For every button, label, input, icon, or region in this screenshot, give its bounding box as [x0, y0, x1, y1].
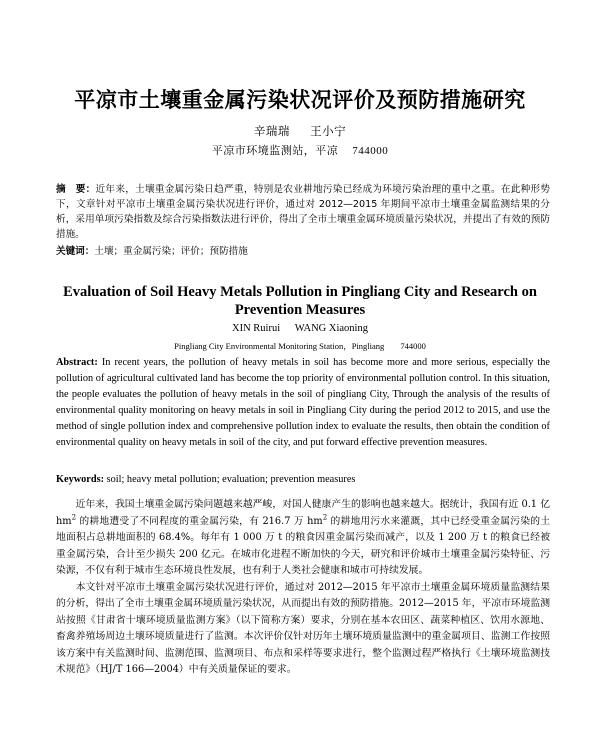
body-paragraph-2: 本文针对平凉市土壤重金属污染状况进行评价，通过对 2012—2015 年平凉市土壤重金属环境质量监测结果的分析，得出了全市土壤重金属环境质量污染状况，从而提出有效的预防措施。2012—2015 年，平凉市环境监测站按照《甘肃省十壤环境质量监测方案》（以下简称方案）要求，分别在基本农田区、蔬菜种植区、饮用水源地、畜禽养殖场周边土壤环境质量进行了监测。本次评价仅针对历年土壤环境质量监测中的重金属项目、监测工作按照该方案中有关监测时间、监测范围、监测项目、布点和采样等要求进行，整个监测过程严格执行《土壤环境监测技术规范》（HJ/T 166—2004）中有关质量保证的要求。 — [56, 581, 550, 675]
chinese-affiliation — [0, 142, 600, 158]
body-p1-part-b: 的耕地遭受了不同程度的重金属污染，有 216.7 万 hm — [76, 515, 323, 527]
abstract-cn-text: 近年来，土壤重金属污染日趋严重，特别是农业耕地污染已经成为环境污染治理的重中之重。在此种形势下，文章针对平凉市土壤重金属污染状况进行评价，通过对 2012—2015 年期间平凉市土壤重金属监测结果的分析，采用单项污染指数及综合污染指数法进行评价，得出了全市土壤重金属环境质量污染状况，并提出了有效的预防措施。 — [56, 184, 551, 240]
chinese-abstract — [56, 182, 550, 242]
author-en-2: WANG Xiaoning — [294, 323, 368, 334]
abstract-en-text: In recent years, the pollution of heavy metals in soil has become more and more serious, especially the pollution of agricultural cultivated land has become the top priority of environmental pollution control. In this situation, the people evaluates the pollution of heavy metals in the soil of pingliang City, Through the analysis of the results of environmental quality monitoring on heavy metals in soil in Pingliang City during the period 2012 to 2015, and use the method of single pollution index and comprehensive pollution index to evaluate the results, then obtain the condition of environmental quality on heavy metals in soil of the city, and put forward effective prevention measures. — [56, 357, 550, 448]
author-cn-2: 王小宁 — [310, 124, 347, 138]
affiliation-en-text: Pingliang City Environmental Monitoring Station，Pingliang — [174, 341, 385, 351]
keywords-en-label: Keywords: — [56, 474, 105, 485]
affiliation-cn-text: 平凉市环境监测站，平凉 — [211, 144, 339, 157]
keywords-cn-label: 关键词： — [56, 246, 95, 257]
body-paragraph-1 — [56, 497, 550, 580]
body-p1-part-c: 的耕地用污水来灌溉，其中已经受重金属污染的土地面积占总耕地面积的 68.4%。每年有 1 000 万 t 的粮食因重金属污染而减产，以及 1 200 万 t 的粮食已经被重金属污染，合计至少损失 200 亿元。在城市化进程不断加快的今天，研究和评价城市土壤重金属污染特征、污染源，不仅有利于城市生态环境良性发展，也有利于人类社会健康和城市可持续发展。 — [56, 515, 550, 576]
body-p1-part-a: 近年来，我国土壤重金属污染问题越来越严峻，对国人健康产生的影响也越来越大。据统计，我国有近 0.1 亿 hm — [56, 499, 550, 527]
chinese-authors — [0, 123, 600, 139]
english-title: Evaluation of Soil Heavy Metals Pollution in Pingliang City and Research on Prevention Measures — [63, 284, 537, 318]
english-abstract — [56, 355, 550, 451]
chinese-title: 平凉市土壤重金属污染状况评价及预防措施研究 — [74, 87, 526, 112]
affiliation-cn-zip: 744000 — [352, 145, 389, 157]
english-authors — [0, 323, 600, 334]
english-keywords — [56, 474, 550, 485]
affiliation-en-zip: 744000 — [400, 341, 426, 351]
superscript-2: 2 — [71, 513, 77, 522]
keywords-cn-text: 土壤；重金属污染；评价；预防措施 — [94, 246, 248, 257]
abstract-en-label: Abstract: — [56, 357, 98, 368]
keywords-en-text: soil; heavy metal pollution; evaluation; prevention measures — [106, 474, 356, 485]
body-text — [56, 497, 550, 679]
english-affiliation — [0, 340, 600, 352]
author-en-1: XIN Ruirui — [232, 323, 281, 334]
chinese-keywords — [56, 243, 550, 257]
abstract-cn-label: 摘 要： — [56, 184, 96, 195]
author-cn-1: 辛瑞瑞 — [253, 124, 290, 138]
superscript-2: 2 — [322, 513, 328, 522]
